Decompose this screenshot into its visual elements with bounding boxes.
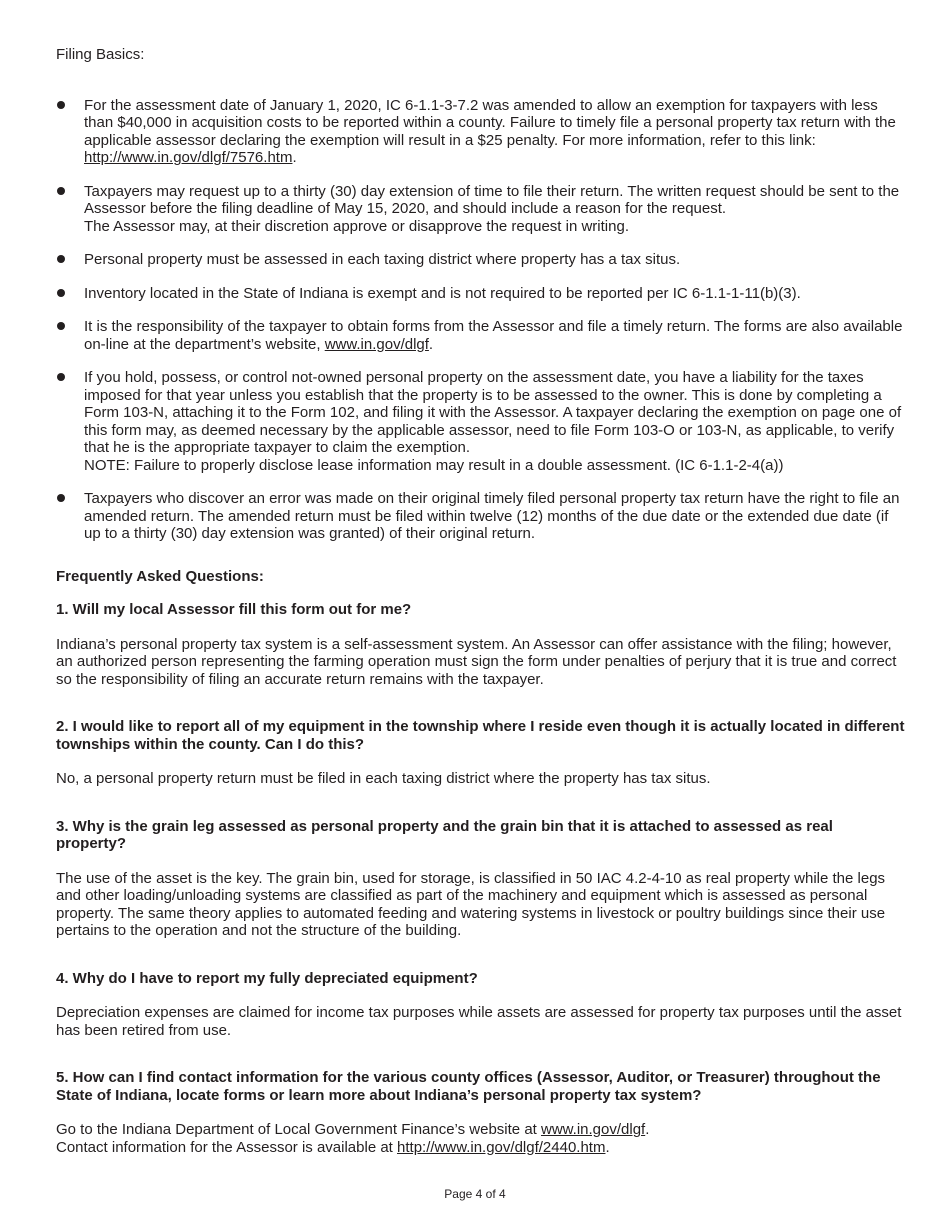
- bullet-text: Inventory located in the State of Indiana is exempt and is not required to be reported per IC 6-1.1-1-11(b)(3).: [84, 284, 801, 302]
- faq-answer: No, a personal property return must be filed in each taxing district where the property has tax situs.: [56, 770, 711, 787]
- bullet-text: If you hold, possess, or control not-owned personal property on the assessment date, you have a liability for the taxes imposed for that year unless you establish that the property is to be assessed to the owner. This is done by completing a Form 103-N, attaching it to the Form 102, and filing it with the Assessor. A taxpayer declaring the exemption on page one of this form may, as deemed necessary by the applicable assessor, need to file Form 103-O or 103-N, as applicable, to verify that he is the appropriate taxpayer to claim the exemption.: [84, 369, 902, 456]
- faq-heading: Frequently Asked Questions:: [56, 567, 264, 585]
- bullet-item: [56, 251, 906, 269]
- dlgf-website-link[interactable]: www.in.gov/dlgf: [324, 335, 429, 353]
- faq-answer: The use of the asset is the key. The grain bin, used for storage, is classified in 50 IAC 4.2-4-10 as real property while the legs and other loading/unloading systems are classified as part of the machinery and equipment which is assessed as personal property. The same theory applies to automated feeding and watering systems in livestock or poultry buildings since their use pertains to the operation and not the structure of the building.: [56, 869, 886, 939]
- filing-basics-heading: Filing Basics:: [56, 46, 145, 63]
- bullet-icon: [57, 322, 65, 330]
- bullet-text: For the assessment date of January 1, 2020, IC 6-1.1-3-7.2 was amended to allow an exemption for taxpayers with less than $40,000 in acquisition costs to be reported within a county. Failure to timely file a personal property tax return with the applicable assessor declaring the exemption will result in a $25 penalty. For more information, refer to this link:: [84, 96, 896, 149]
- bullet-item: [56, 490, 906, 543]
- faq-question: 4. Why do I have to report my fully depreciated equipment?: [56, 969, 478, 987]
- bullet-text: Taxpayers may request up to a thirty (30) day extension of time to file their return. The written request should be sent to the Assessor before the filing deadline of May 15, 2020, and should include a reason for the request.: [84, 182, 900, 217]
- bullet-icon: [57, 187, 65, 195]
- bullet-icon: [57, 373, 65, 381]
- bullet-note: NOTE: Failure to properly disclose lease information may result in a double assessment. (IC 6-1.1-2-4(a)): [84, 456, 784, 474]
- page-number: Page 4 of 4: [444, 1187, 506, 1201]
- bullet-item: [56, 369, 906, 474]
- bullet-text: It is the responsibility of the taxpayer to obtain forms from the Assessor and file a timely return. The forms are also available on-line at the department’s website,: [84, 318, 903, 353]
- faq-question: 1. Will my local Assessor fill this form out for me?: [56, 601, 412, 618]
- bullet-item: [56, 183, 906, 236]
- document-page: [56, 46, 906, 1186]
- assessor-contact-link[interactable]: http://www.in.gov/dlgf/2440.htm: [397, 1138, 606, 1156]
- faq-answer: Indiana’s personal property tax system is a self-assessment system. An Assessor can offer assistance with the filing; however, an authorized person representing the farming operation must sign the form under penalties of perjury that it is true and correct so the responsibility of filing an accurate return remains with the taxpayer.: [56, 635, 897, 688]
- bullet-icon: [57, 101, 65, 109]
- bullet-text: Personal property must be assessed in each taxing district where property has a tax situs.: [84, 251, 681, 268]
- bullet-text: Taxpayers who discover an error was made on their original timely filed personal property tax return have the right to file an amended return. The amended return must be filed within twelve (12) months of the due date or the extended due date (if up to a thirty (30) day extension was granted) of their original return.: [84, 490, 900, 542]
- exemption-info-link[interactable]: http://www.in.gov/dlgf/7576.htm: [84, 149, 293, 166]
- faq-question: 3. Why is the grain leg assessed as personal property and the grain bin that it is attached to assessed as real property?: [56, 817, 833, 852]
- bullet-icon: [57, 494, 65, 502]
- faq-answer: Go to the Indiana Department of Local Government Finance’s website at www.in.gov/dlgf. Contact information for the Assessor is available at http://www.in.gov/dlgf/2440.htm.: [56, 1121, 650, 1156]
- filing-basics-list: [56, 97, 906, 543]
- bullet-item: [56, 285, 906, 303]
- bullet-text: The Assessor may, at their discretion approve or disapprove the request in writing.: [84, 217, 629, 235]
- faq-answer: Depreciation expenses are claimed for income tax purposes while assets are assessed for property tax purposes until the asset has been retired from use.: [56, 1004, 902, 1039]
- bullet-item: For the assessment date of January 1, 2020, IC 6-1.1-3-7.2 was amended to allow an exemption for taxpayers with less than $40,000 in acquisition costs to be reported within a county. Failure to timely file a personal property tax return with the applicable assessor declaring the exemption will result in a $25 penalty. For more information, refer to this link: http://www.in.gov/dlgf/7576.htm.: [56, 97, 906, 167]
- bullet-icon: [57, 255, 65, 263]
- faq-question: 5. How can I find contact information for the various county offices (Assessor, Auditor, or Treasurer) throughout the State of Indiana, locate forms or learn more about Indiana’s personal property tax system?: [56, 1069, 881, 1104]
- faq-question: 2. I would like to report all of my equipment in the township where I reside even though it is actually located in different townships within the county. Can I do this?: [56, 718, 905, 753]
- dlgf-website-link[interactable]: www.in.gov/dlgf: [541, 1121, 646, 1138]
- bullet-item: It is the responsibility of the taxpayer to obtain forms from the Assessor and file a timely return. The forms are also available on-line at the department’s website, www.in.gov/dlgf.: [56, 318, 906, 353]
- bullet-icon: [57, 289, 65, 297]
